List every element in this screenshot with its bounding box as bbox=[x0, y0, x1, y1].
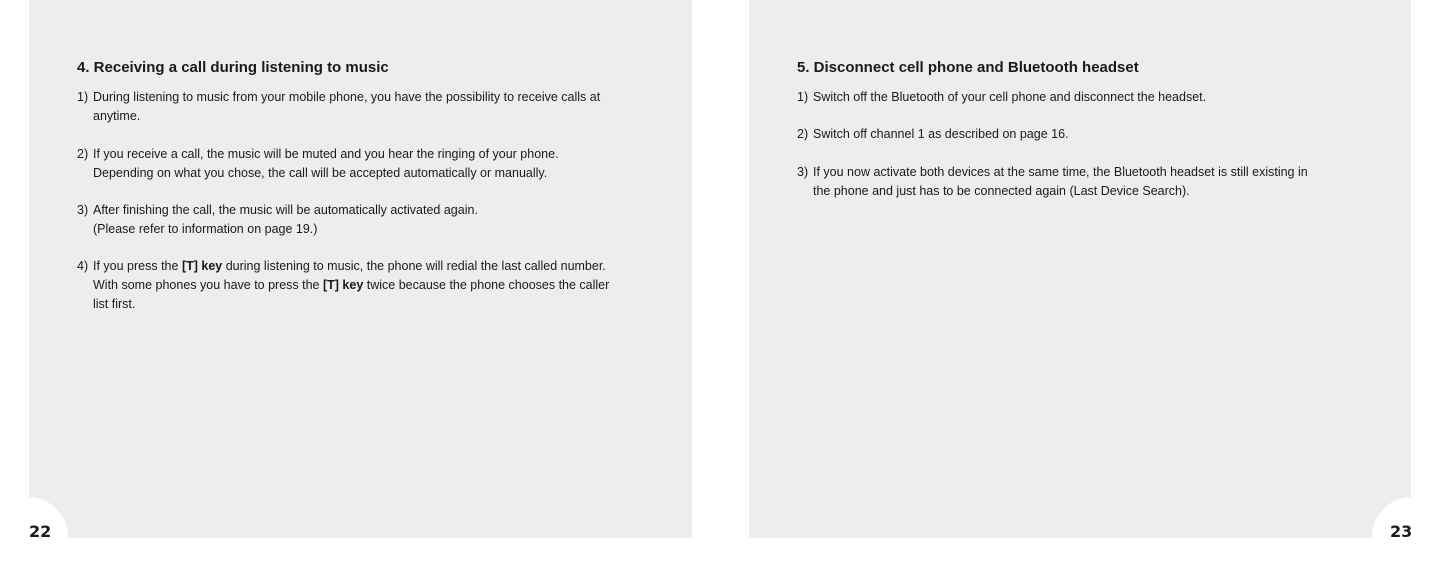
step-number: 2) bbox=[77, 147, 89, 161]
step-number: 3) bbox=[77, 203, 89, 217]
step-number: 1) bbox=[77, 90, 89, 104]
t-key-label: [T] key bbox=[181, 259, 223, 273]
left-page-number: 22 bbox=[29, 522, 52, 541]
right-step-2 bbox=[797, 125, 1069, 144]
right-step-1 bbox=[797, 88, 1206, 107]
step-number: 2) bbox=[797, 127, 809, 141]
left-step-4 bbox=[77, 257, 609, 314]
step-text-line: If you now activate both devices at the same time, the Bluetooth headset is still existing in bbox=[813, 165, 1308, 179]
step-text-line: list first. bbox=[93, 297, 136, 311]
right-page-number: 23 bbox=[1390, 522, 1413, 541]
left-step-1 bbox=[77, 88, 600, 126]
step-text-line: After finishing the call, the music will be automatically activated again. bbox=[93, 203, 478, 217]
step-text-line: Switch off the Bluetooth of your cell phone and disconnect the headset. bbox=[813, 90, 1207, 104]
step-text-line: During listening to music from your mobile phone, you have the possibility to receive calls at bbox=[93, 90, 601, 104]
step-text-line: Switch off channel 1 as described on page 16. bbox=[813, 127, 1069, 141]
right-section-title: 5. Disconnect cell phone and Bluetooth headset bbox=[797, 59, 1139, 76]
step-text-line: anytime. bbox=[93, 109, 141, 123]
step-text-line: With some phones you have to press the [T] key twice because the phone chooses the caller bbox=[93, 278, 610, 292]
step-text-line: If you receive a call, the music will be muted and you hear the ringing of your phone. bbox=[93, 147, 559, 161]
right-page-panel bbox=[749, 0, 1411, 538]
t-key-label: [T] key bbox=[323, 278, 364, 292]
left-section-title: 4. Receiving a call during listening to music bbox=[77, 59, 389, 76]
step-number: 4) bbox=[77, 259, 89, 273]
step-number: 3) bbox=[797, 165, 809, 179]
left-step-2 bbox=[77, 145, 559, 183]
left-step-3 bbox=[77, 201, 478, 239]
step-text-line: Depending on what you chose, the call will be accepted automatically or manually. bbox=[93, 166, 548, 180]
step-text-line: If you press the [T] key during listening to music, the phone will redial the last called number. bbox=[93, 259, 606, 273]
step-number: 1) bbox=[797, 90, 809, 104]
step-text-line: (Please refer to information on page 19.) bbox=[93, 222, 318, 236]
right-step-3 bbox=[797, 163, 1308, 201]
step-text-line: the phone and just has to be connected again (Last Device Search). bbox=[813, 184, 1190, 198]
